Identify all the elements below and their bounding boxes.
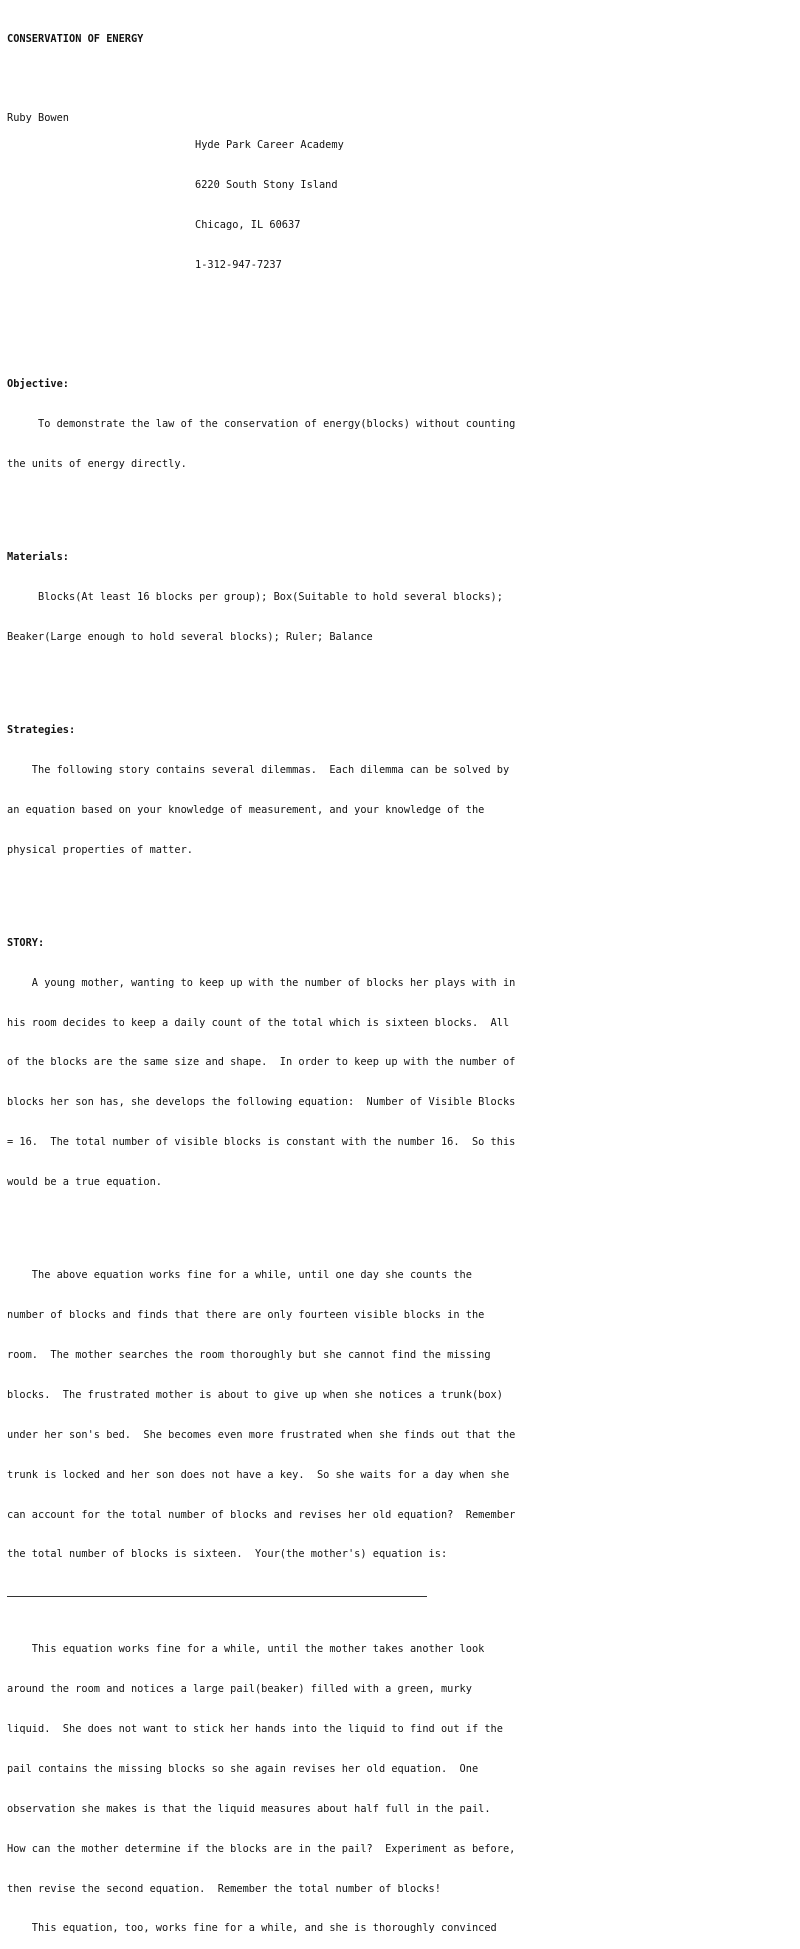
author-name: Ruby Bowen [7, 112, 69, 125]
story-line: would be a true equation. [7, 1176, 162, 1189]
story-line: the total number of blocks is sixteen. Your(the mother's) equation is: [7, 1548, 448, 1561]
address-line: Chicago, IL 60637 [195, 218, 301, 231]
story-line: A young mother, wanting to keep up with the number of blocks her plays with in [7, 976, 516, 989]
story-line: number of blocks and finds that there are only fourteen visible blocks in the [7, 1309, 485, 1322]
materials-line: Beaker(Large enough to hold several blocks); Ruler; Balance [7, 630, 373, 643]
story-line: = 16. The total number of visible blocks is constant with the number 16. So this [7, 1136, 516, 1149]
story-heading: STORY: [7, 936, 45, 949]
answer-blank-line [7, 1592, 427, 1597]
story-line: can account for the total number of blocks and revises her old equation? Remember [7, 1508, 516, 1521]
story-line: around the room and notices a large pail(beaker) filled with a green, murky [7, 1683, 472, 1696]
story-line: This equation works fine for a while, until the mother takes another look [7, 1643, 485, 1656]
strategies-heading: Strategies: [7, 724, 76, 737]
story-line: The above equation works fine for a while, until one day she counts the [7, 1269, 472, 1282]
story-line: liquid. She does not want to stick her hands into the liquid to find out if the [7, 1723, 503, 1735]
story-line: room. The mother searches the room thoroughly but she cannot find the missing [7, 1348, 491, 1361]
story-line: How can the mother determine if the blocks are in the pail? Experiment as before, [7, 1842, 516, 1855]
objective-heading: Objective: [7, 378, 69, 391]
objective-line: the units of energy directly. [7, 458, 187, 471]
story-line: blocks her son has, she develops the following equation: Number of Visible Blocks [7, 1096, 516, 1109]
materials-heading: Materials: [7, 551, 69, 564]
story-line: under her son's bed. She becomes even more frustrated when she finds out that the [7, 1428, 516, 1441]
document-body [7, 6, 527, 1949]
strategies-line: The following story contains several dilemmas. Each dilemma can be solved by [7, 763, 510, 776]
objective-line: To demonstrate the law of the conservation of energy(blocks) without counting [7, 418, 516, 431]
address-line: Hyde Park Career Academy [195, 138, 344, 151]
story-line: his room decides to keep a daily count of the total which is sixteen blocks. All [7, 1016, 510, 1029]
story-line: pail contains the missing blocks so she again revises her old equation. One [7, 1762, 479, 1775]
story-line: of the blocks are the same size and shape. In order to keep up with the number of [7, 1056, 516, 1069]
phone-number: 1-312-947-7237 [195, 258, 282, 271]
story-line: trunk is locked and her son does not have a key. So she waits for a day when she [7, 1468, 510, 1481]
materials-line: Blocks(At least 16 blocks per group); Box(Suitable to hold several blocks); [7, 591, 503, 604]
story-line: then revise the second equation. Remember the total number of blocks! [7, 1882, 441, 1895]
story-line: blocks. The frustrated mother is about to give up when she notices a trunk(box) [7, 1388, 503, 1401]
address-line: 6220 South Stony Island [195, 178, 338, 191]
story-line: observation she makes is that the liquid measures about half full in the pail. [7, 1802, 491, 1815]
strategies-line: physical properties of matter. [7, 843, 193, 856]
strategies-line: an equation based on your knowledge of measurement, and your knowledge of the [7, 803, 485, 816]
document-title: CONSERVATION OF ENERGY [7, 32, 144, 45]
author-header [7, 112, 527, 298]
story-line: This equation, too, works fine for a while, and she is thoroughly convinced [7, 1922, 497, 1935]
address-block [195, 112, 344, 298]
